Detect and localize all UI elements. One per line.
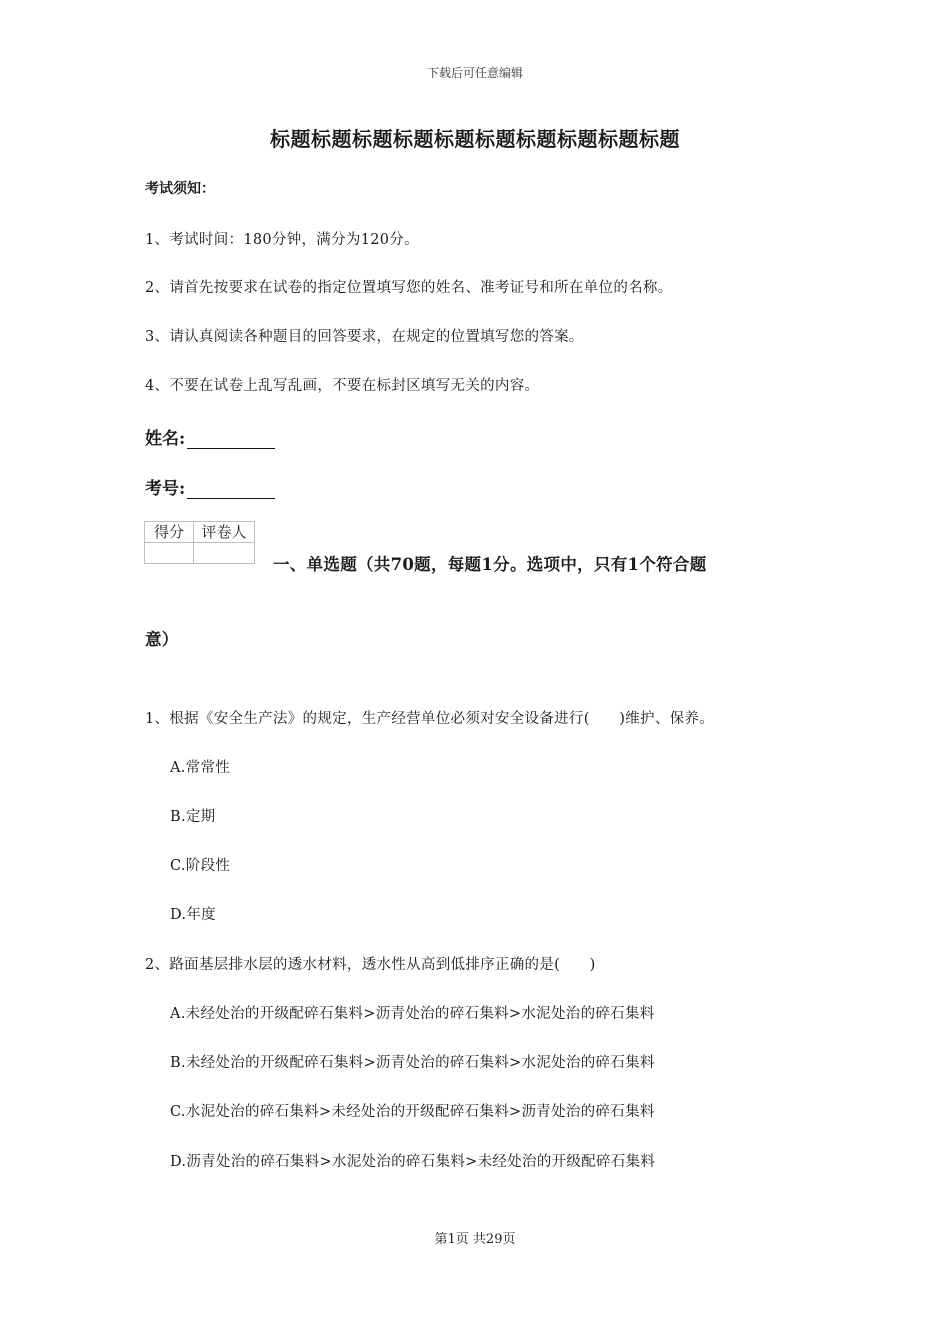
- name-blank[interactable]: [187, 430, 275, 449]
- notice-heading: 考试须知：: [145, 181, 215, 197]
- score-cell: [145, 543, 194, 564]
- question-option: D.年度: [170, 907, 216, 923]
- score-label: 得分: [145, 522, 194, 543]
- question-stem: 2、路面基层排水层的透水材料，透水性从高到低排序正确的是( ): [145, 957, 596, 973]
- section-heading-continued: 意）: [145, 630, 179, 649]
- page-footer: 第1页 共29页: [434, 1232, 516, 1247]
- question-option: C.水泥处治的碎石集料>未经处治的开级配碎石集料>沥青处治的碎石集料: [170, 1104, 655, 1120]
- grader-label: 评卷人: [194, 522, 255, 543]
- question-option: A.常常性: [170, 760, 231, 776]
- name-field: [145, 424, 275, 449]
- question-option: A.未经处治的开级配碎石集料>沥青处治的碎石集料>水泥处治的碎石集料: [170, 1006, 655, 1022]
- question-option: B.定期: [170, 809, 216, 825]
- notice-item: 1、考试时间：180分钟，满分为120分。: [145, 232, 419, 248]
- question-option: B.未经处治的开级配碎石集料>沥青处治的碎石集料>水泥处治的碎石集料: [170, 1055, 655, 1071]
- header-note: 下载后可任意编辑: [426, 66, 523, 80]
- exam-id-blank[interactable]: [187, 480, 275, 499]
- score-box: [144, 521, 255, 564]
- section-heading: 一、单选题（共70题，每题1分。选项中，只有1个符合题: [273, 555, 707, 574]
- grader-cell: [194, 543, 255, 564]
- question-option: D.沥青处治的碎石集料>水泥处治的碎石集料>未经处治的开级配碎石集料: [170, 1154, 656, 1170]
- notice-item: 2、请首先按要求在试卷的指定位置填写您的姓名、准考证号和所在单位的名称。: [145, 280, 673, 296]
- exam-id-label: 考号:: [145, 479, 186, 499]
- name-label: 姓名:: [145, 429, 186, 449]
- notice-item: 3、请认真阅读各种题目的回答要求，在规定的位置填写您的答案。: [145, 329, 584, 345]
- notice-item: 4、不要在试卷上乱写乱画，不要在标封区填写无关的内容。: [145, 378, 540, 394]
- exam-id-field: [145, 474, 275, 499]
- question-stem: 1、根据《安全生产法》的规定，生产经营单位必须对安全设备进行( )维护、保养。: [145, 711, 715, 727]
- document-title: 标题标题标题标题标题标题标题标题标题标题: [270, 127, 680, 151]
- question-option: C.阶段性: [170, 858, 231, 874]
